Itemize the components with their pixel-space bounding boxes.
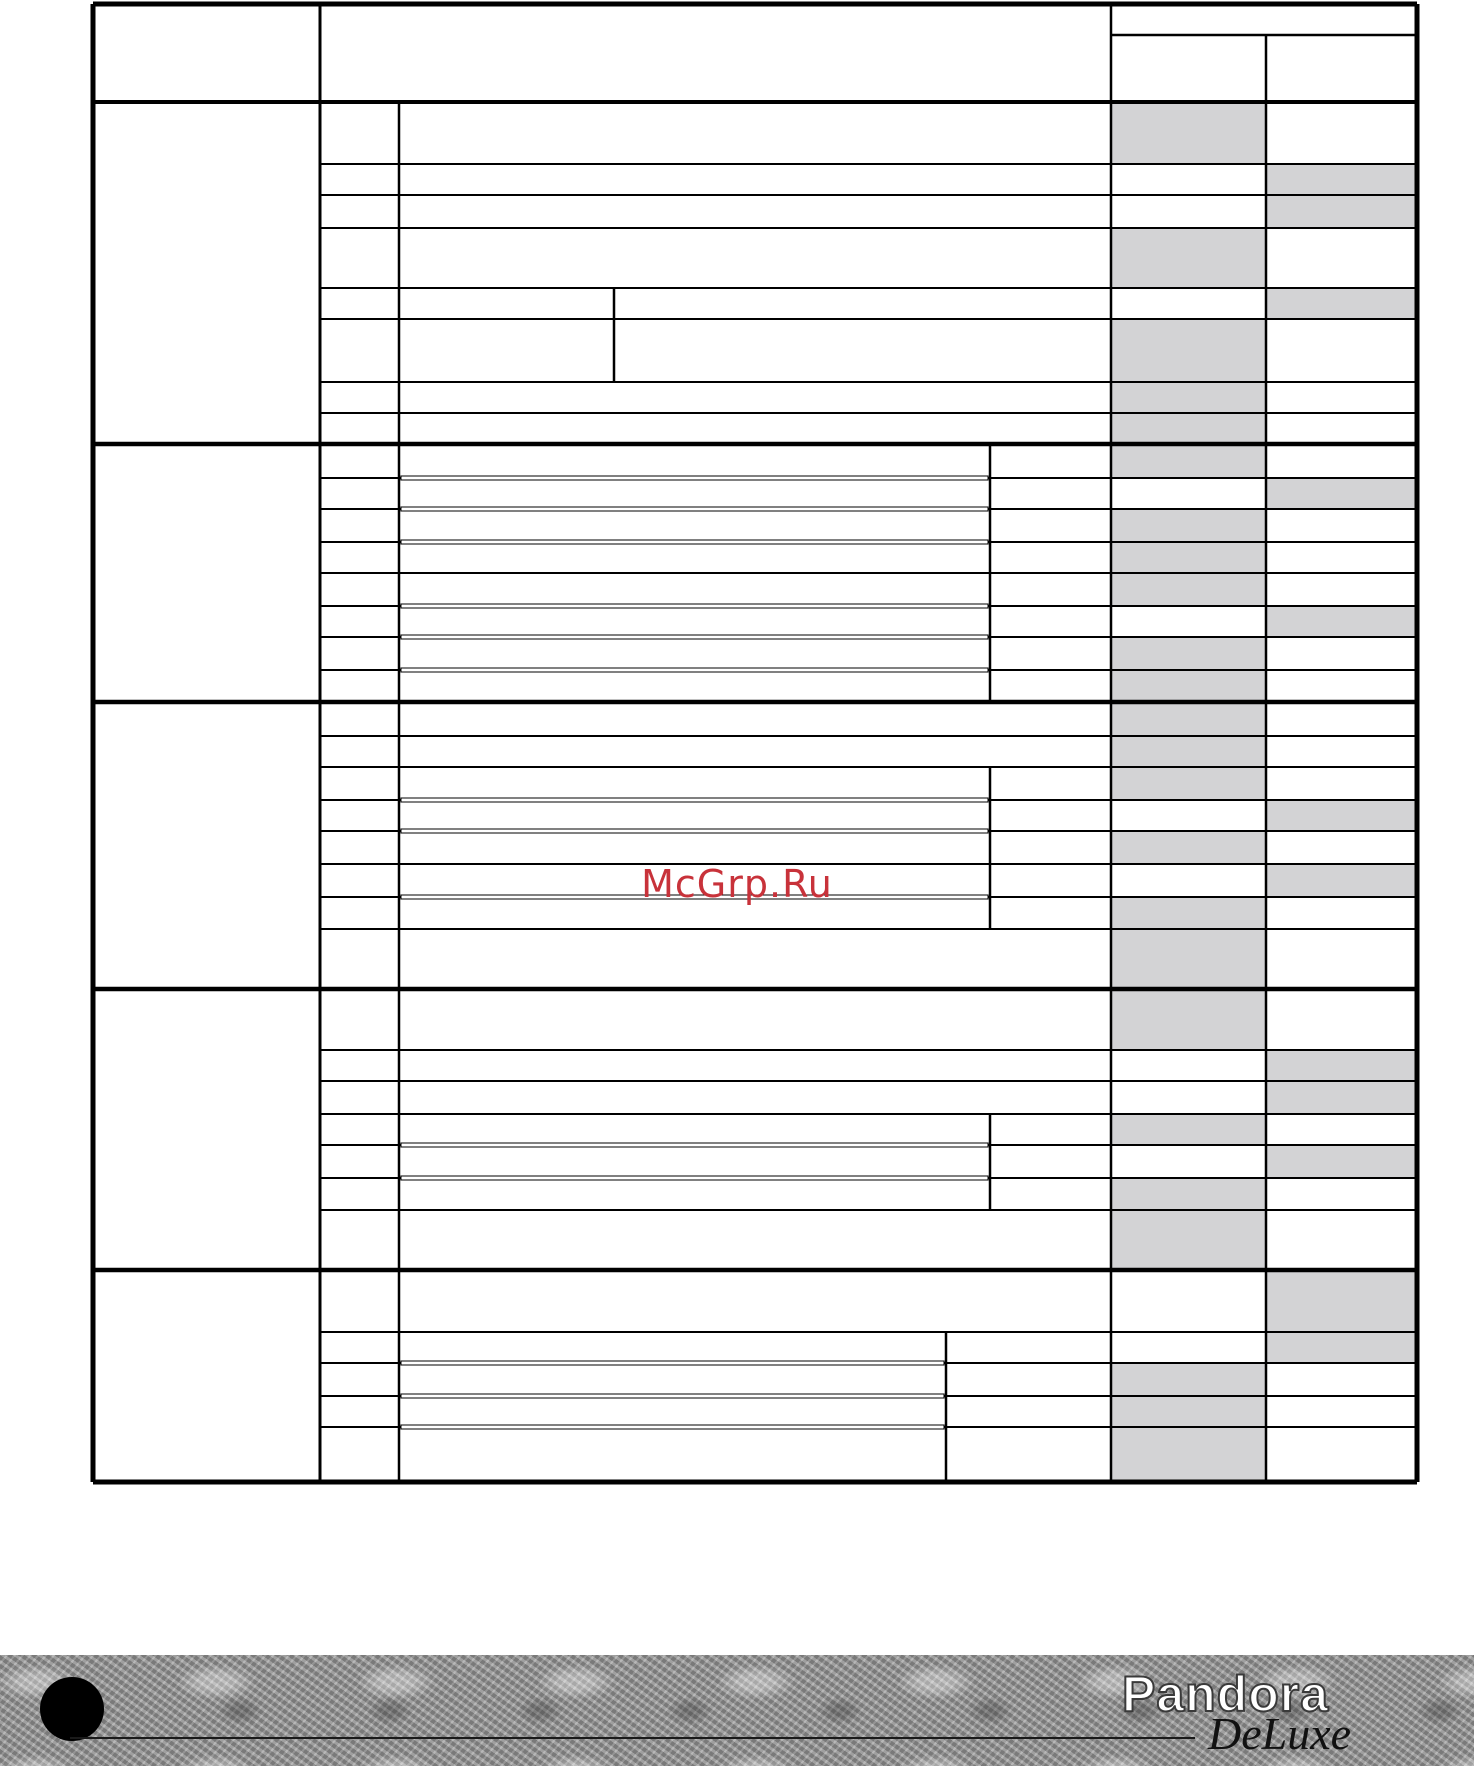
shaded-cell-off — [1266, 288, 1417, 319]
merged-cell-mask — [401, 635, 988, 639]
shaded-cell-off — [1266, 606, 1417, 637]
merged-cell-mask — [401, 604, 988, 608]
shaded-cell-off — [1266, 800, 1417, 831]
merged-cell-mask — [401, 798, 988, 802]
merged-cell-mask — [401, 1425, 944, 1429]
brand-logo — [1118, 1665, 1418, 1760]
shaded-cell-on — [1111, 1178, 1266, 1210]
shaded-cell-on — [1111, 382, 1266, 413]
footer-band — [0, 1655, 1474, 1766]
shaded-cell-off — [1266, 1081, 1417, 1114]
shaded-cell-on — [1111, 1427, 1266, 1482]
shaded-cell-on — [1111, 444, 1266, 478]
shaded-cell-on — [1111, 929, 1266, 989]
shaded-cell-on — [1111, 702, 1266, 736]
table-shading — [1111, 102, 1417, 1482]
shaded-cell-off — [1266, 195, 1417, 228]
shaded-cell-on — [1111, 1210, 1266, 1270]
merged-cell-mask — [401, 540, 988, 544]
merged-cell-mask — [401, 1361, 944, 1365]
shaded-cell-off — [1266, 164, 1417, 195]
shaded-cell-on — [1111, 1396, 1266, 1427]
merged-cell-mask — [401, 1176, 988, 1180]
watermark-text: McGrp.Ru — [641, 862, 833, 906]
shaded-cell-on — [1111, 736, 1266, 767]
shaded-cell-on — [1111, 670, 1266, 702]
shaded-cell-off — [1266, 1332, 1417, 1363]
merged-cell-mask — [401, 1394, 944, 1398]
shaded-cell-on — [1111, 767, 1266, 800]
shaded-cell-off — [1266, 1050, 1417, 1081]
merged-cell-mask — [401, 476, 988, 480]
shaded-cell-on — [1111, 413, 1266, 444]
shaded-cell-on — [1111, 573, 1266, 606]
logo-main-text: Pandora — [1122, 1666, 1330, 1722]
merged-cell-mask — [401, 829, 988, 833]
shaded-cell-on — [1111, 102, 1266, 164]
shaded-cell-on — [1111, 542, 1266, 573]
merged-cell-mask — [401, 668, 988, 672]
shaded-cell-off — [1266, 1145, 1417, 1178]
shaded-cell-on — [1111, 319, 1266, 382]
footer-rule — [70, 1737, 1195, 1739]
shaded-cell-on — [1111, 637, 1266, 670]
merged-cell-mask — [401, 1143, 988, 1147]
merged-cell-mask — [401, 507, 988, 511]
shaded-cell-on — [1111, 989, 1266, 1050]
shaded-cell-on — [1111, 509, 1266, 542]
shaded-cell-on — [1111, 1363, 1266, 1396]
shaded-cell-off — [1266, 478, 1417, 509]
shaded-cell-on — [1111, 1114, 1266, 1145]
shaded-cell-off — [1266, 1270, 1417, 1332]
shaded-cell-on — [1111, 831, 1266, 864]
logo-sub-text: DeLuxe — [1208, 1708, 1352, 1759]
page-number-circle — [40, 1677, 104, 1741]
shaded-cell-on — [1111, 228, 1266, 288]
